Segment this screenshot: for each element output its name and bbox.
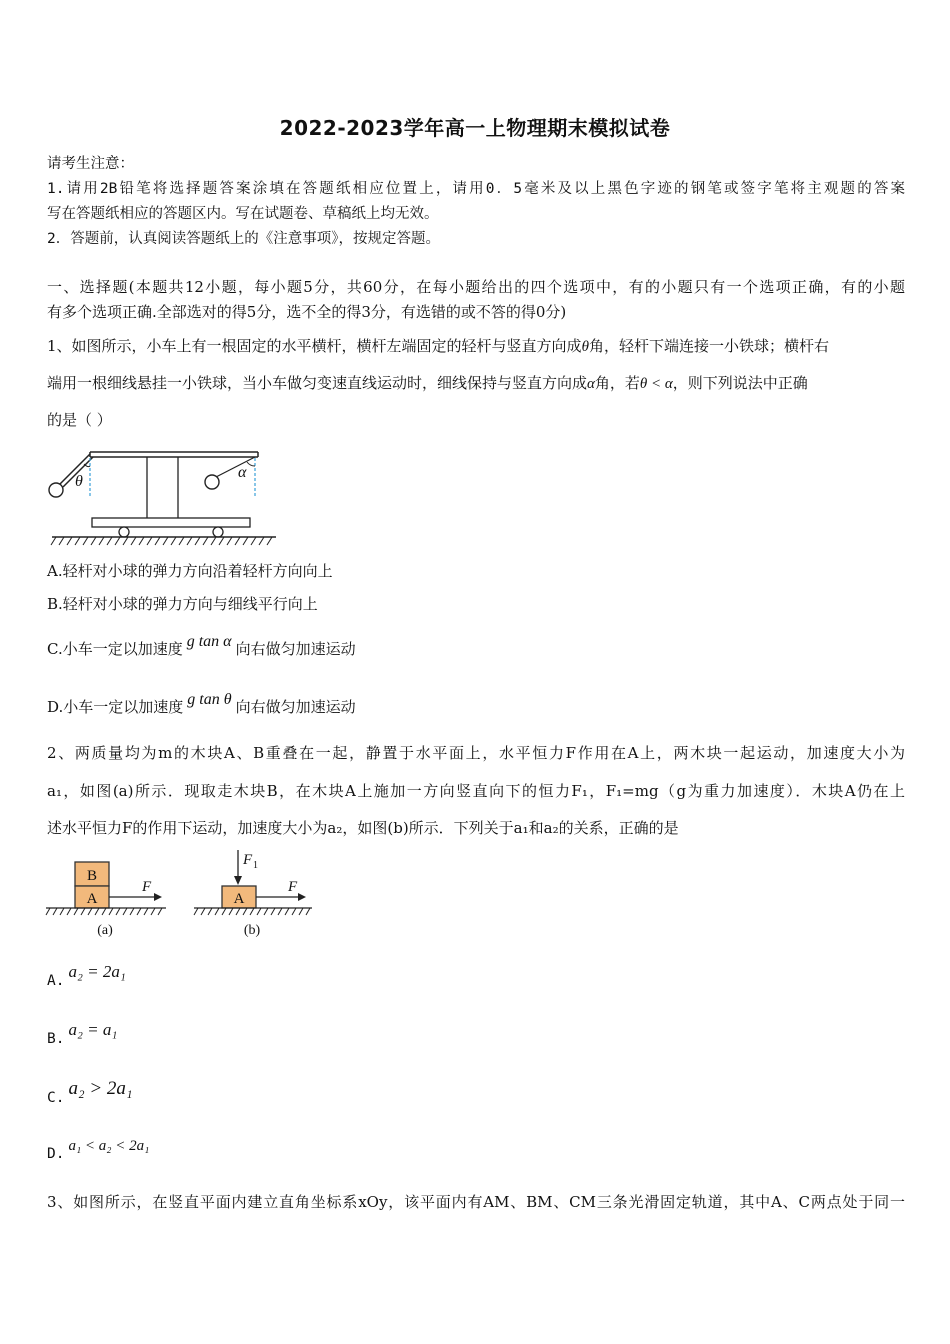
q1-option-c-text: 向右做匀加速运动 — [235, 640, 356, 658]
force-f-label: F — [288, 879, 298, 895]
q2-line-3: 述水平恒力F的作用下运动，加速度大小为a₂，如图(b)所示．下列关于a₁和a₂的关系，正确的是 — [47, 819, 679, 837]
force-f-label: F — [142, 879, 152, 895]
q1-option-c — [47, 633, 356, 659]
q1-option-b: B.轻杆对小球的弹力方向与细线平行向上 — [47, 595, 318, 613]
q1-condition: θ < α — [639, 376, 673, 392]
q2-option-d — [47, 1138, 153, 1163]
q2-option-c-label: C. — [47, 1090, 65, 1106]
block-a-label: A — [233, 891, 245, 907]
fig-label-alpha: α — [238, 464, 247, 481]
notice-line-3: 2．答题前，认真阅读答题纸上的《注意事项》，按规定答题。 — [47, 231, 440, 247]
block-b-label: B — [86, 868, 98, 884]
q2-option-a-label: A. — [47, 973, 65, 989]
q1-line-1 — [47, 335, 829, 356]
block-a-label: A — [86, 891, 98, 907]
q2-line-2: a₁，如图(a)所示．现取走木块B，在木块A上施加一方向竖直向下的恒力F₁，F₁=mg（g为重力加速度）．木块A仍在上 — [47, 782, 905, 800]
q1-option-d-formula: g tan θ — [187, 691, 232, 708]
notice-line-1: 1.请用2B铅笔将选择题答案涂填在答题纸相应位置上，请用0．5毫米及以上黑色字迹的钢笔或签字笔将主观题的答案 — [47, 181, 905, 197]
q2-figure-b — [190, 846, 316, 940]
q2-option-a — [47, 962, 130, 990]
q1-text: ，则下列说法中正确 — [672, 374, 808, 392]
q3-line-1: 3、如图所示，在竖直平面内建立直角坐标系xOy，该平面内有AM、BM、CM三条光滑固定轨道，其中A、C两点处于同一 — [47, 1193, 905, 1211]
q2-option-a-formula: a₂ = 2a₁ — [68, 962, 126, 981]
q1-option-c-formula: g tan α — [186, 633, 232, 650]
notice-heading: 请考生注意： — [47, 156, 134, 172]
q2-option-c — [47, 1078, 137, 1108]
fig-label-theta: θ — [75, 473, 83, 490]
q2-option-d-formula: a₁ < a₂ < 2a₁ — [68, 1138, 150, 1154]
notice-line-2: 写在答题纸相应的答题区内。写在试题卷、草稿纸上均无效。 — [47, 206, 439, 222]
q1-option-c-text: C.小车一定以加速度 — [47, 640, 183, 658]
q1-option-d — [47, 691, 356, 717]
q2-option-b — [47, 1020, 121, 1048]
q1-option-a: A.轻杆对小球的弹力方向沿着轻杆方向向上 — [47, 562, 333, 580]
q1-line-2 — [47, 372, 808, 393]
fig-a-caption: (a) — [97, 923, 113, 938]
q1-text: 1、如图所示，小车上有一根固定的水平横杆，横杆左端固定的轻杆与竖直方向成 — [47, 337, 582, 355]
q2-option-d-label: D. — [47, 1146, 65, 1162]
q1-theta: θ — [581, 339, 589, 355]
q2-option-c-formula: a₂ > 2a₁ — [68, 1078, 133, 1099]
q1-alpha: α — [587, 376, 595, 392]
force-f1-subscript: 1 — [253, 860, 258, 871]
q1-text: 角，若 — [594, 374, 640, 392]
q2-line-1: 2、两质量均为m的木块A、B重叠在一起，静置于水平面上，水平恒力F作用在A上，两木块一起运动，加速度大小为 — [47, 744, 905, 762]
q2-option-b-formula: a₂ = a₁ — [68, 1020, 118, 1039]
q1-text: 角，轻杆下端连接一小铁球；横杆右 — [588, 337, 829, 355]
section-header-line-1: 一、选择题(本题共12小题，每小题5分，共60分，在每小题给出的四个选项中，有的小题只有一个选项正确，有的小题 — [47, 278, 905, 296]
q1-line-3: 的是（ ） — [47, 411, 112, 429]
fig-b-caption: (b) — [243, 923, 261, 938]
q1-figure-cart — [44, 444, 280, 550]
section-header-line-2: 有多个选项正确.全部选对的得5分，选不全的得3分，有选错的或不答的得0分) — [47, 303, 567, 321]
q1-option-d-text: 向右做匀加速运动 — [235, 698, 356, 716]
q2-option-b-label: B. — [47, 1031, 65, 1047]
q1-option-d-text: D.小车一定以加速度 — [47, 698, 184, 716]
q2-figure-a — [44, 858, 170, 940]
page-title: 2022-2023学年高一上物理期末模拟试卷 — [279, 116, 671, 140]
force-f1-label: F — [243, 852, 253, 868]
q1-text: 端用一根细线悬挂一小铁球，当小车做匀变速直线运动时，细线保持与竖直方向成 — [47, 374, 588, 392]
